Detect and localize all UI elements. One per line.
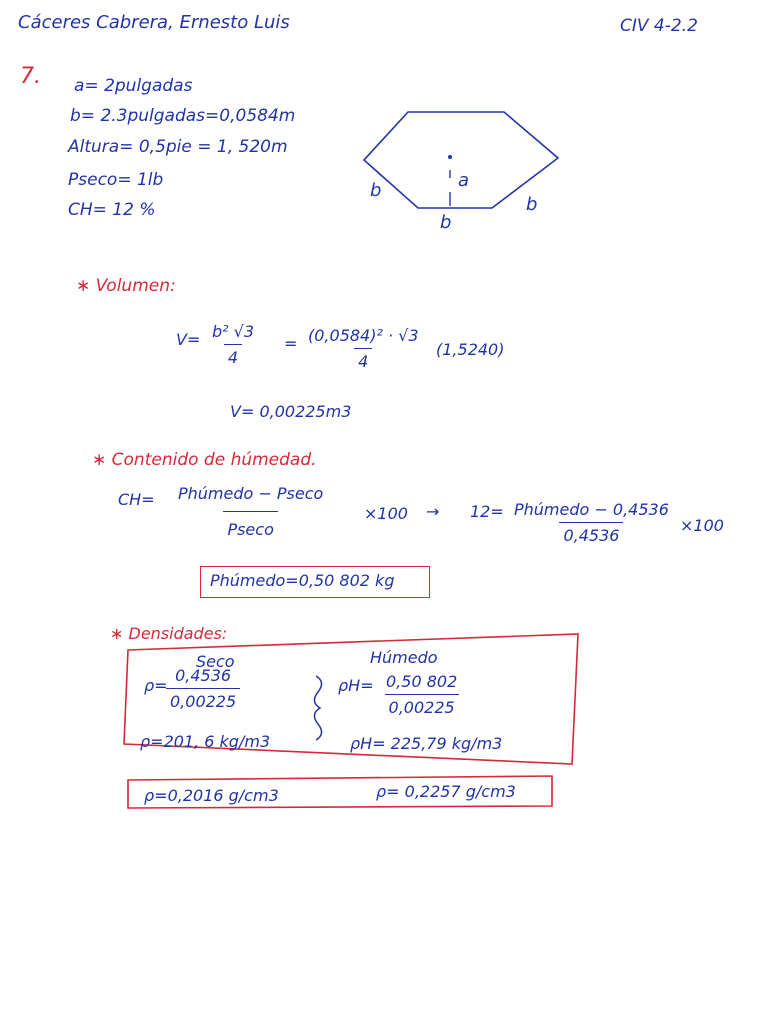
fraction-denominator: 0,00225 xyxy=(385,694,459,717)
moisture-heading-text: Contenido de húmedad. xyxy=(111,450,317,470)
moisture-times2: ×100 xyxy=(680,516,724,535)
problem-number: 7. xyxy=(20,64,41,89)
given-b: b= 2.3pulgadas=0,0584m xyxy=(70,106,296,126)
student-name: Cáceres Cabrera, Ernesto Luis xyxy=(18,12,290,33)
volume-heading-text: Volumen: xyxy=(95,276,176,296)
volume-result: V= 0,00225m3 xyxy=(230,402,352,421)
fraction-denominator: 0,00225 xyxy=(166,688,240,711)
moisture-arrow-icon: → xyxy=(426,502,440,521)
moisture-times: ×100 xyxy=(364,504,408,523)
label-b-bottom: b xyxy=(440,212,452,233)
moisture-eq2-prefix: 12= xyxy=(470,502,504,521)
bullet-icon: ∗ xyxy=(110,624,129,643)
given-altura: Altura= 0,5pie = 1, 520m xyxy=(68,137,288,157)
label-b-right: b xyxy=(526,194,538,215)
seco-prefix: ρ= xyxy=(144,676,168,695)
label-b-left: b xyxy=(370,180,382,201)
final-seco-density: ρ=0,2016 g/cm3 xyxy=(144,786,279,805)
fraction-numerator: 0,4536 xyxy=(175,666,232,685)
volume-v-prefix: V= xyxy=(176,330,201,349)
humedo-label: Húmedo xyxy=(370,648,438,667)
bullet-icon: ∗ xyxy=(76,276,96,296)
fraction-denominator: 0,4536 xyxy=(559,522,623,545)
densities-heading-text: Densidades: xyxy=(128,624,228,643)
given-ch: CH= 12 % xyxy=(68,200,156,220)
fraction-numerator: (0,0584)² · √3 xyxy=(308,326,419,345)
humedo-prefix: ρH= xyxy=(338,676,374,695)
label-a: a xyxy=(458,170,470,191)
moisture-result: Phúmedo=0,50 802 kg xyxy=(210,571,395,590)
fraction-denominator: 4 xyxy=(224,344,242,367)
fraction-numerator: Phúmedo − Pseco xyxy=(178,484,324,503)
fraction-numerator: 0,50 802 xyxy=(386,672,458,691)
humedo-result: ρH= 225,79 kg/m3 xyxy=(350,734,503,753)
given-pseco: Pseco= 1lb xyxy=(68,170,164,190)
fraction-denominator: Pseco xyxy=(223,511,277,539)
final-humedo-density: ρ= 0,2257 g/cm3 xyxy=(376,782,516,801)
seco-label: Seco xyxy=(196,652,235,671)
moisture-ch-prefix: CH= xyxy=(118,490,155,509)
fraction-numerator: b² √3 xyxy=(212,322,255,341)
course-code: CIV 4-2.2 xyxy=(620,16,698,36)
bullet-icon: ∗ xyxy=(92,450,112,470)
fraction-denominator: 4 xyxy=(354,348,372,371)
given-a: a= 2pulgadas xyxy=(74,76,193,96)
volume-factor: (1,5240) xyxy=(436,340,505,359)
volume-equals: = xyxy=(284,334,298,353)
fraction-numerator: Phúmedo − 0,4536 xyxy=(514,500,669,519)
seco-result: ρ=201, 6 kg/m3 xyxy=(140,732,271,751)
